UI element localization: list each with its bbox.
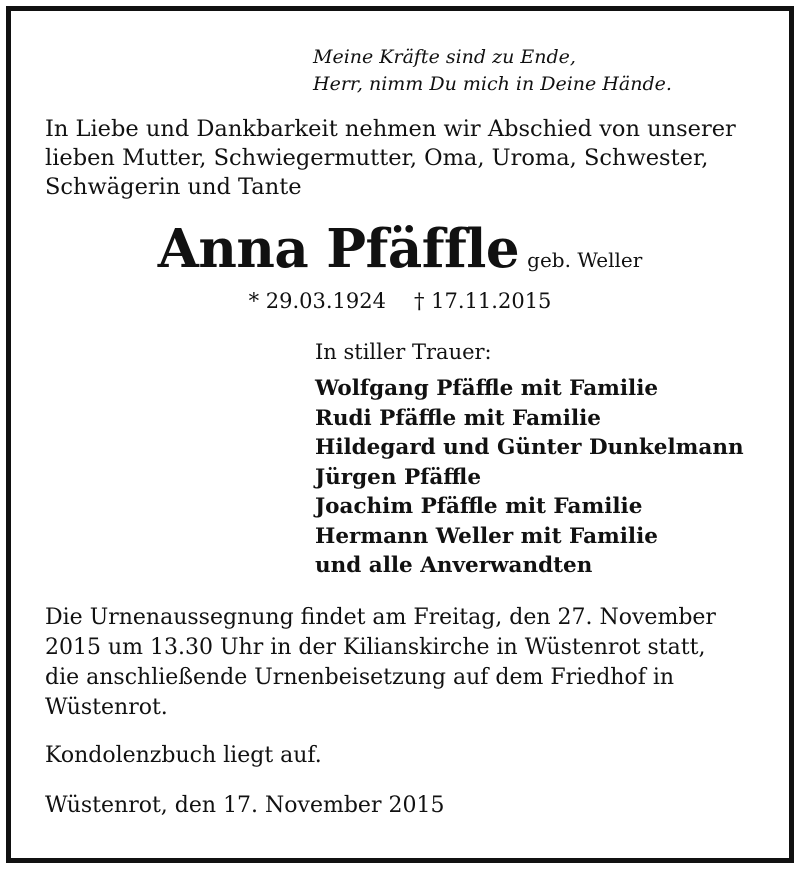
life-dates	[0, 289, 800, 313]
mourner: Hermann Weller mit Familie	[315, 523, 658, 549]
mourner: Jürgen Pfäffle	[315, 464, 481, 490]
ceremony-line: Die Urnenaussegnung findet am Freitag, den 27. November	[45, 605, 716, 630]
verse	[313, 44, 733, 98]
verse-line: Herr, nimm Du mich in Deine Hände.	[313, 73, 672, 95]
deceased-name-row	[0, 218, 800, 280]
ceremony-text	[45, 603, 775, 723]
mourner: Hildegard und Günter Dunkelmann	[315, 435, 744, 460]
birth-date: * 29.03.1924	[248, 289, 386, 313]
intro-text	[45, 115, 775, 202]
place-date: Wüstenrot, den 17. November 2015	[45, 793, 445, 818]
mourner: Wolfgang Pfäffle mit Familie	[315, 376, 659, 401]
intro-line: lieben Mutter, Schwiegermutter, Oma, Uroma, Schwester,	[45, 145, 709, 171]
verse-line: Meine Kräfte sind zu Ende,	[313, 46, 576, 68]
death-date: † 17.11.2015	[414, 289, 552, 313]
mourners-list	[315, 374, 744, 581]
condolence-note: Kondolenzbuch liegt auf.	[45, 743, 322, 768]
intro-line: In Liebe und Dankbarkeit nehmen wir Abschied von unserer	[45, 116, 736, 142]
ceremony-line: Wüstenrot.	[45, 695, 168, 720]
mourner: Joachim Pfäffle mit Familie	[315, 494, 643, 519]
maiden-name: geb. Weller	[527, 248, 643, 272]
intro-line: Schwägerin und Tante	[45, 174, 302, 200]
mourner: Rudi Pfäffle mit Familie	[315, 405, 601, 431]
mourner: und alle Anverwandten	[315, 553, 593, 578]
ceremony-line: 2015 um 13.30 Uhr in der Kilianskirche in Wüstenrot statt,	[45, 635, 706, 660]
mourning-label: In stiller Trauer:	[315, 340, 492, 364]
deceased-name: Anna Pfäffle	[157, 218, 520, 280]
ceremony-line: die anschließende Urnenbeisetzung auf dem Friedhof in	[45, 665, 675, 690]
